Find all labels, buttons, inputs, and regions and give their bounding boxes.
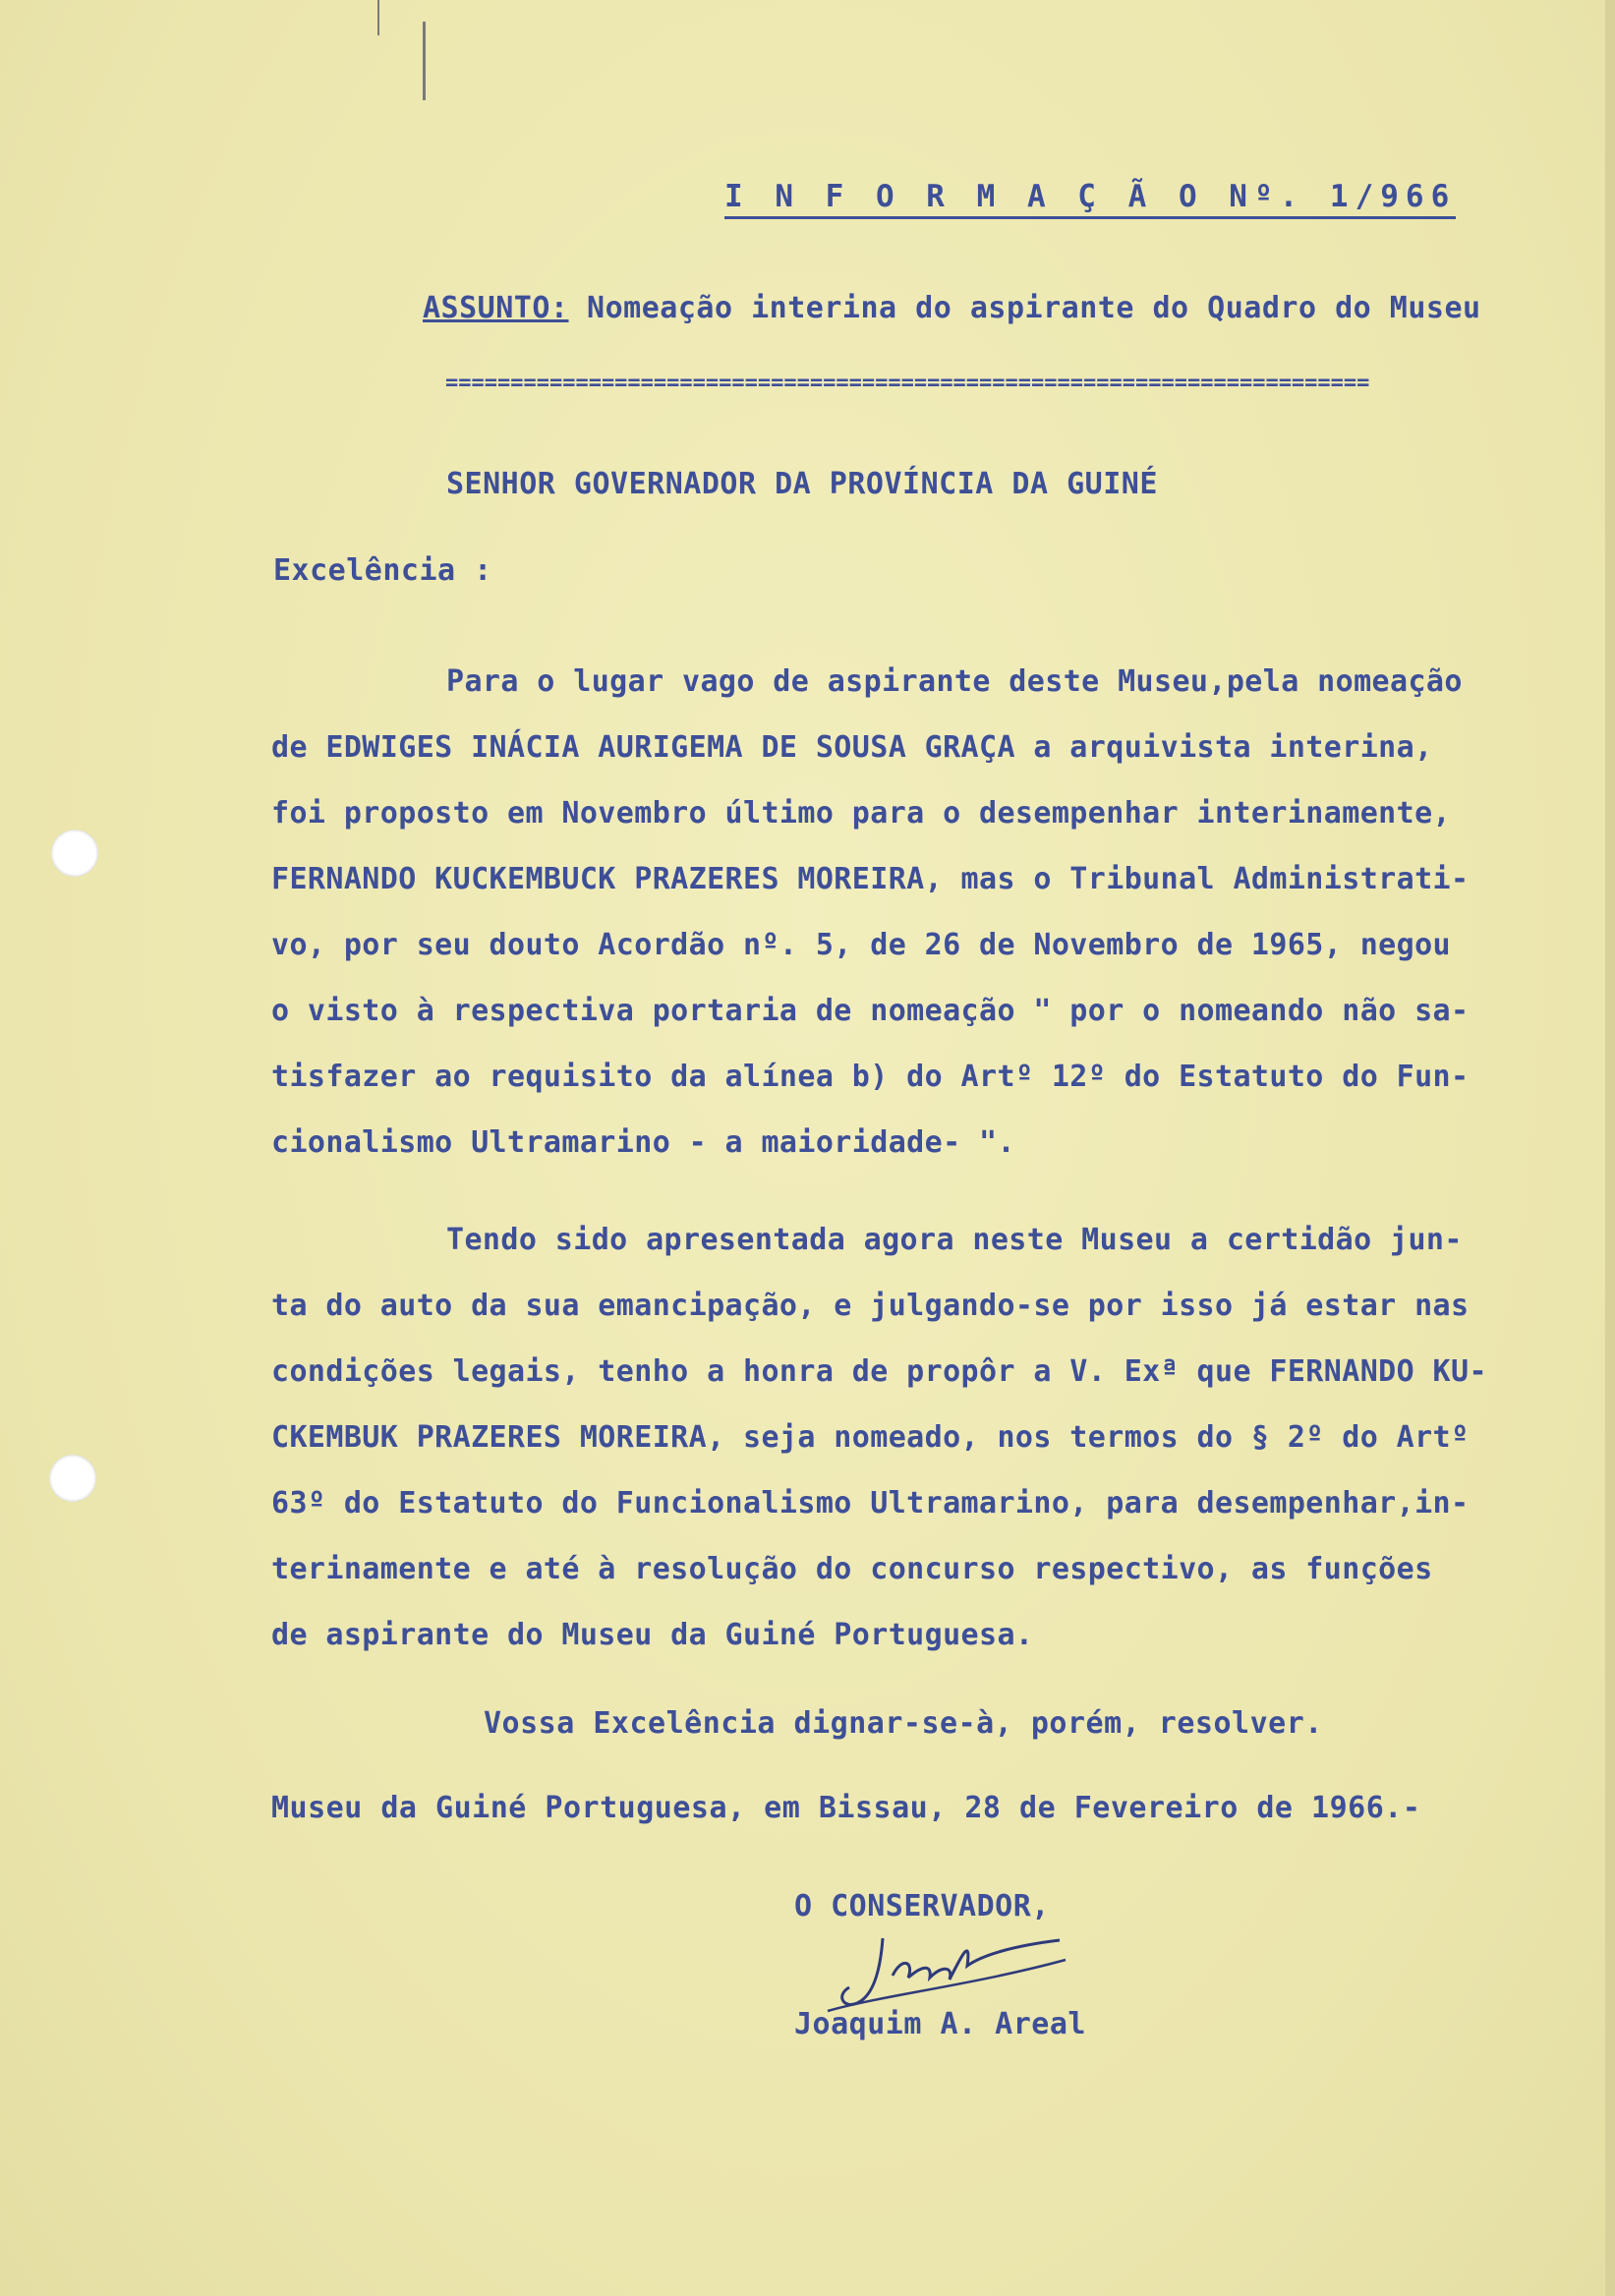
subject-label: ASSUNTO:: [423, 291, 569, 325]
paragraph-line: 63º do Estatuto do Funcionalismo Ultramarino, para desempenhar,in-: [271, 1486, 1470, 1521]
paragraph-line: tisfazer ao requisito da alínea b) do Artº 12º do Estatuto do Fun-: [271, 1060, 1470, 1094]
place-and-date: Museu da Guiné Portuguesa, em Bissau, 28 de Fevereiro de 1966.-: [271, 1791, 1421, 1825]
paragraph-line: Tendo sido apresentada agora neste Museu a certidão jun-: [446, 1223, 1463, 1257]
paragraph-1: [271, 649, 1561, 1176]
fold-mark: [377, 0, 379, 35]
signatory-name: Joaquim A. Areal: [794, 2007, 1086, 2041]
closing-formula: Vossa Excelência dignar-se-à, porém, resolver.: [484, 1706, 1323, 1741]
subject-line: [423, 291, 1481, 325]
page-edge: [1605, 0, 1615, 2296]
paragraph-line: o visto à respectiva portaria de nomeação " por o nomeando não sa-: [271, 994, 1470, 1028]
paragraph-line: condições legais, tenho a honra de propôr a V. Exª que FERNANDO KU-: [271, 1354, 1487, 1389]
paragraph-line: de aspirante do Museu da Guiné Portuguesa.: [271, 1618, 1034, 1652]
punch-hole: [51, 830, 98, 877]
document-title: I N F O R M A Ç Ã O Nº. 1/966: [724, 179, 1456, 219]
paragraph-line: de EDWIGES INÁCIA AURIGEMA DE SOUSA GRAÇA a arquivista interina,: [271, 730, 1433, 765]
paragraph-line: terinamente e até à resolução do concurso respectivo, as funções: [271, 1552, 1433, 1586]
salutation: Excelência :: [273, 553, 492, 588]
signatory-title: O CONSERVADOR,: [794, 1889, 1050, 1923]
separator-rule: =======================================================================: [445, 371, 1370, 395]
paragraph-line: FERNANDO KUCKEMBUCK PRAZERES MOREIRA, mas o Tribunal Administrati-: [271, 862, 1470, 896]
addressee: SENHOR GOVERNADOR DA PROVÍNCIA DA GUINÉ: [446, 467, 1158, 501]
paragraph-line: vo, por seu douto Acordão nº. 5, de 26 de Novembro de 1965, negou: [271, 928, 1451, 962]
paragraph-line: cionalismo Ultramarino - a maioridade- ".: [271, 1125, 1015, 1160]
paragraph-2: [271, 1207, 1561, 1668]
fold-mark: [423, 22, 426, 100]
paragraph-line: Para o lugar vago de aspirante deste Museu,pela nomeação: [446, 664, 1463, 699]
paragraph-line: foi proposto em Novembro último para o desempenhar interinamente,: [271, 796, 1451, 831]
punch-hole: [49, 1455, 96, 1502]
subject-text: Nomeação interina do aspirante do Quadro do Museu: [568, 291, 1481, 325]
paragraph-line: CKEMBUK PRAZERES MOREIRA, seja nomeado, nos termos do § 2º do Artº: [271, 1420, 1470, 1455]
paragraph-line: ta do auto da sua emancipação, e julgando-se por isso já estar nas: [271, 1289, 1470, 1323]
